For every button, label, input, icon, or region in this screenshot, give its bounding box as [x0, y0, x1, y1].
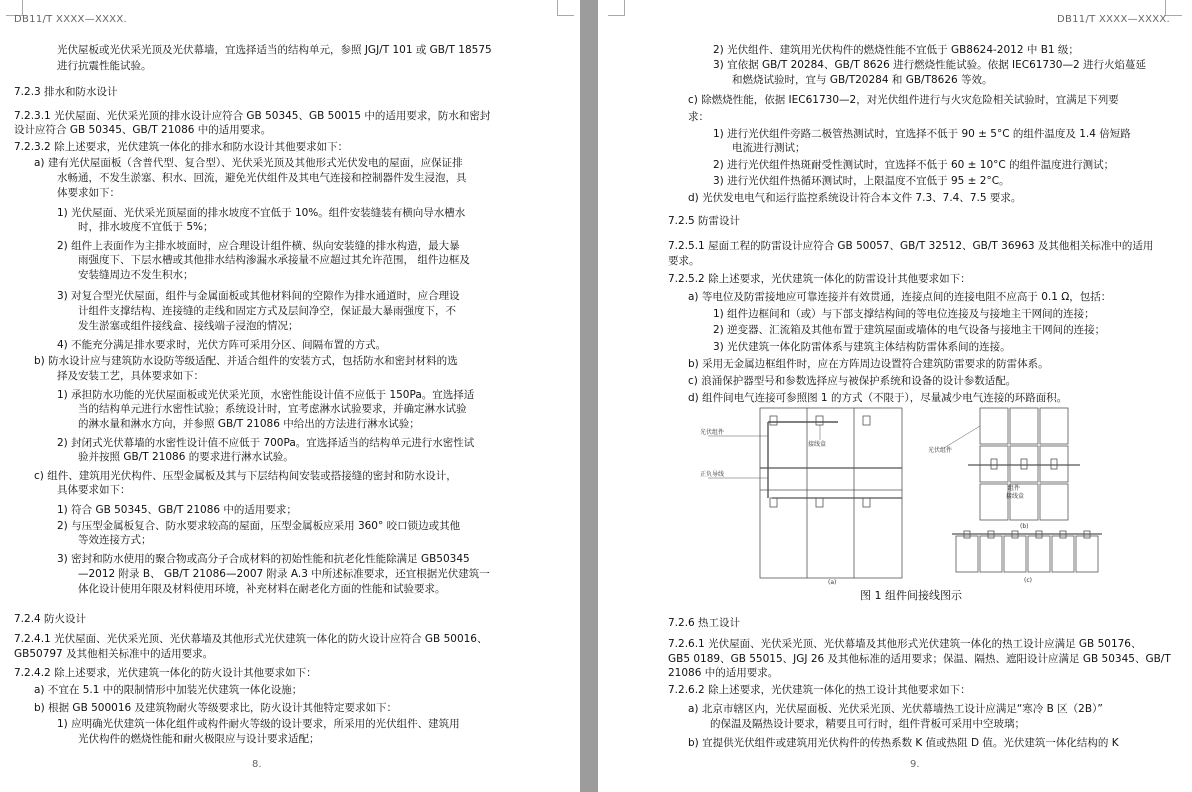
text-line: 4) 不能充分满足排水要求时，光伏方阵可采用分区、间隔布置的方式。 [57, 339, 387, 351]
page-left [0, 0, 580, 792]
text-line: 7.2.3.1 光伏屋面、光伏采光顶的排水设计应符合 GB 50345、GB 50015 中的适用要求，防水和密封 [14, 110, 491, 122]
page-number: 9. [910, 759, 920, 770]
text-line: 水畅通，不发生淤塞、积水、回流，避免光伏组件及其电气连接和控制器件发生浸泡，具 [57, 172, 467, 184]
text-line: 3) 密封和防水使用的聚合物或高分子合成材料的初始性能和抗老化性能除满足 GB50345 [57, 553, 470, 565]
text-line: 7.2.4.1 光伏屋面、光伏采光顶、光伏幕墙及其他形式光伏建筑一体化的防火设计应符合 GB 50016、 [14, 633, 488, 645]
text-line: GB50797 及其他相关标准中的适用要求。 [14, 648, 214, 660]
text-line: 的保温及隔热设计要求，精要且可行时，组件背板可采用中空玻璃； [710, 718, 1025, 730]
page-number: 8. [252, 759, 262, 770]
figure-label: 正负导线 [700, 471, 725, 478]
figure-wiring-diagram [700, 406, 1108, 586]
text-line: 当的结构单元进行水密性试验；系统设计时，宜考虑淋水试验要求，并确定淋水试验 [78, 403, 467, 415]
running-header: DB11/T XXXX—XXXX. [1056, 14, 1170, 25]
text-line: 2) 封闭式光伏幕墙的水密性设计值不应低于 700Pa。宜选择适当的结构单元进行水密性试 [57, 437, 475, 449]
text-line: 7.2.6.2 除上述要求，光伏建筑一体化的热工设计其他要求如下： [668, 684, 971, 696]
text-line: 2) 进行光伏组件热斑耐受性测试时，宜选择不低于 60 ± 10°C 的组件温度进行测试； [713, 159, 1115, 171]
text-line: 7.2.3.2 除上述要求，光伏建筑一体化的排水和防水设计其他要求如下： [14, 141, 349, 153]
text-line: 择及安装工艺，具体要求如下： [57, 370, 204, 382]
figure-label: (a) [828, 579, 837, 586]
figure-label: 组件 [1008, 485, 1021, 492]
text-line: c) 组件、建筑用光伏构件、压型金属板及其与下层结构间安装或搭接缝的密封和防水设计， [34, 470, 457, 482]
text-line: 3) 对复合型光伏屋面，组件与金属面板或其他材料间的空隙作为排水通道时，应合理设 [57, 290, 460, 302]
text-line: b) 防水设计应与建筑防水设防等级适配、并适合组件的安装方式，包括防水和密封材料的选 [34, 355, 458, 367]
text-line: a) 不宜在 5.1 中的限制情形中加装光伏建筑一体化设施； [34, 684, 303, 696]
text-line: 3) 进行光伏组件热循环测试时，上限温度不宜低于 95 ± 2°C。 [713, 175, 1010, 187]
text-line: 7.2.4.2 除上述要求，光伏建筑一体化的防火设计其他要求如下： [14, 667, 317, 679]
text-line: 发生淤塞或组件接线盒、接线端子浸泡的情况； [78, 320, 299, 332]
figure-label: 光伏组件 [700, 429, 725, 436]
text-line: 具体要求如下： [57, 484, 131, 496]
text-line: 2) 逆变器、汇流箱及其他布置于建筑屋面或墙体的电气设备与接地主干网间的连接； [713, 324, 1106, 336]
text-line: 7.2.5.2 除上述要求，光伏建筑一体化的防雷设计其他要求如下： [668, 273, 971, 285]
text-line: 和燃烧试验时，宜与 GB/T20284 和 GB/T8626 等效。 [732, 74, 993, 86]
figure-label: (b) [1020, 523, 1029, 530]
text-line: b) 宜提供光伏组件或建筑用光伏构件的传热系数 K 值或热阻 D 值。光伏建筑一体化结构的 K [688, 737, 1119, 749]
text-line: 1) 进行光伏组件旁路二极管热测试时，宜选择不低于 90 ± 5°C 的组件温度及 1.4 倍短路 [713, 128, 1131, 140]
figure-label: (c) [1024, 577, 1032, 584]
text-line: d) 光伏发电电气和运行监控系统设计符合本文件 7.3、7.4、7.5 要求。 [688, 192, 1022, 204]
text-line: GB5 0189、GB 55015、JGJ 26 及其他标准的适用要求；保温、隔热、遮阳设计应满足 GB 50345、GB/T [668, 653, 1171, 665]
text-line: 7.2.6 热工设计 [668, 617, 741, 629]
figure-label: 接线盒 [808, 441, 827, 448]
text-line: 时，排水坡度不宜低于 5%； [78, 221, 214, 233]
text-line: 1) 组件边框间和（或）与下部支撑结构间的等电位连接及与接地主干网间的连接； [713, 308, 1095, 320]
text-line: 2) 与压型金属板复合、防水要求较高的屋面，压型金属板应采用 360° 咬口锁边或其他 [57, 520, 461, 532]
text-line: 2) 光伏组件、建筑用光伏构件的燃烧性能不宜低于 GB8624-2012 中 B1 级； [713, 44, 1079, 56]
text-line: 1) 光伏屋面、光伏采光顶屋面的排水坡度不宜低于 10%。组件安装缝装有横向导水槽水 [57, 207, 466, 219]
page-right [598, 0, 1192, 792]
text-line: 要求。 [668, 255, 700, 267]
text-line: 7.2.3 排水和防水设计 [14, 86, 118, 98]
text-line: 电流进行测试； [732, 142, 806, 154]
crop-mark [557, 0, 574, 16]
text-line: 安装缝周边不发生积水； [78, 269, 194, 281]
text-line: 的淋水量和淋水方向，并参照 GB/T 21086 中给出的方法进行淋水试验； [78, 418, 420, 430]
text-line: 1) 应明确光伏建筑一体化组件或构件耐火等级的设计要求，所采用的光伏组件、建筑用 [57, 718, 460, 730]
text-line: 验并按照 GB/T 21086 的要求进行淋水试验。 [78, 451, 294, 463]
text-line: c) 除燃烧性能，依据 IEC61730—2，对光伏组件进行与火灾危险相关试验时，宜满足下列要 [688, 94, 1119, 106]
text-line: 7.2.5 防雷设计 [668, 215, 741, 227]
text-line: c) 浪涌保护器型号和参数选择应与被保护系统和设备的设计参数适配。 [688, 375, 1017, 387]
text-line: 3) 光伏建筑一体化防雷体系与建筑主体结构防雷体系间的连接。 [713, 341, 1011, 353]
text-line: 7.2.5.1 屋面工程的防雷设计应符合 GB 50057、GB/T 32512、GB/T 36963 及其他相关标准中的适用 [668, 240, 1154, 252]
text-line: a) 建有光伏屋面板（含普代型、复合型）、光伏采光顶及其他形式光伏发电的屋面，应保证排 [34, 157, 463, 169]
text-line: 体要求如下： [57, 187, 120, 199]
text-line: b) 根据 GB 500016 及建筑物耐火等级要求比，防火设计其他特定要求如下： [34, 702, 398, 714]
text-line: 光伏屋板或光伏采光顶及光伏幕墙，宜选择适当的结构单元，参照 JGJ/T 101 或 GB/T 18575 [57, 44, 492, 56]
text-line: 7.2.6.1 光伏屋面、光伏采光顶、光伏幕墙及其他形式光伏建筑一体化的热工设计应满足 GB 50176、 [668, 638, 1142, 650]
text-line: 光伏构件的燃烧性能和耐火极限应与设计要求适配； [78, 733, 320, 745]
figure-label: 接线盒 [1006, 493, 1025, 500]
text-line: 进行抗震性能试验。 [57, 60, 152, 72]
text-line: a) 北京市辖区内，光伏屋面板、光伏采光顶、光伏幕墙热工设计应满足“寒冷 B 区（2B）” [688, 703, 1103, 715]
text-line: 2) 组件上表面作为主排水坡面时，应合理设计组件横、纵向安装缝的排水构造，最大暴 [57, 240, 460, 252]
text-line: 等效连接方式； [78, 534, 152, 546]
text-line: 3) 宜依据 GB/T 20284、GB/T 8626 进行燃烧性能试验。依据 IEC61730—2 进行火焰蔓延 [713, 59, 1146, 71]
text-line: 21086 中的适用要求。 [668, 667, 779, 679]
text-line: —2012 附录 B、 GB/T 21086—2007 附录 A.3 中所述标准要求，还宜根据光伏建筑一 [78, 568, 490, 580]
text-line: 1) 符合 GB 50345、GB/T 21086 中的适用要求； [57, 504, 297, 516]
text-line: 求： [688, 111, 709, 123]
text-line: 1) 承担防水功能的光伏屋面板或光伏采光顶，水密性能设计值不应低于 150Pa。宜选择适 [57, 389, 475, 401]
text-line: 体化设计使用年限及材料使用环境，补充材料在耐老化方面的性能和试验要求。 [78, 583, 446, 595]
text-line: 设计应符合 GB 50345、GB/T 21086 中的适用要求。 [14, 124, 272, 136]
text-line: a) 等电位及防雷接地应可靠连接并有效贯通，连接点间的连接电阻不应高于 0.1 Ω，包括： [688, 291, 1112, 303]
figure-label: 光伏组件 [928, 447, 953, 454]
module-array-a [760, 408, 902, 578]
text-line: b) 采用无金属边框组件时，应在方阵周边设置符合建筑防雷要求的防雷体系。 [688, 358, 1049, 370]
figure-caption: 图 1 组件间接线图示 [860, 589, 962, 602]
crop-mark [608, 0, 625, 16]
text-line: 计组件支撑结构、连接缝的走线和固定方式及层间净空，保证最大暴雨强度下，不 [78, 305, 456, 317]
text-line: d) 组件间电气连接可参照图 1 的方式（不限于），尽量减少电气连接的环路面积。 [688, 392, 1068, 404]
text-line: 雨强度下、下层水槽或其他排水结构渗漏水承接量不应超过其允许范围， 组件边框及 [78, 254, 470, 266]
running-header: DB11/T XXXX—XXXX. [14, 14, 128, 25]
text-line: 7.2.4 防火设计 [14, 613, 87, 625]
